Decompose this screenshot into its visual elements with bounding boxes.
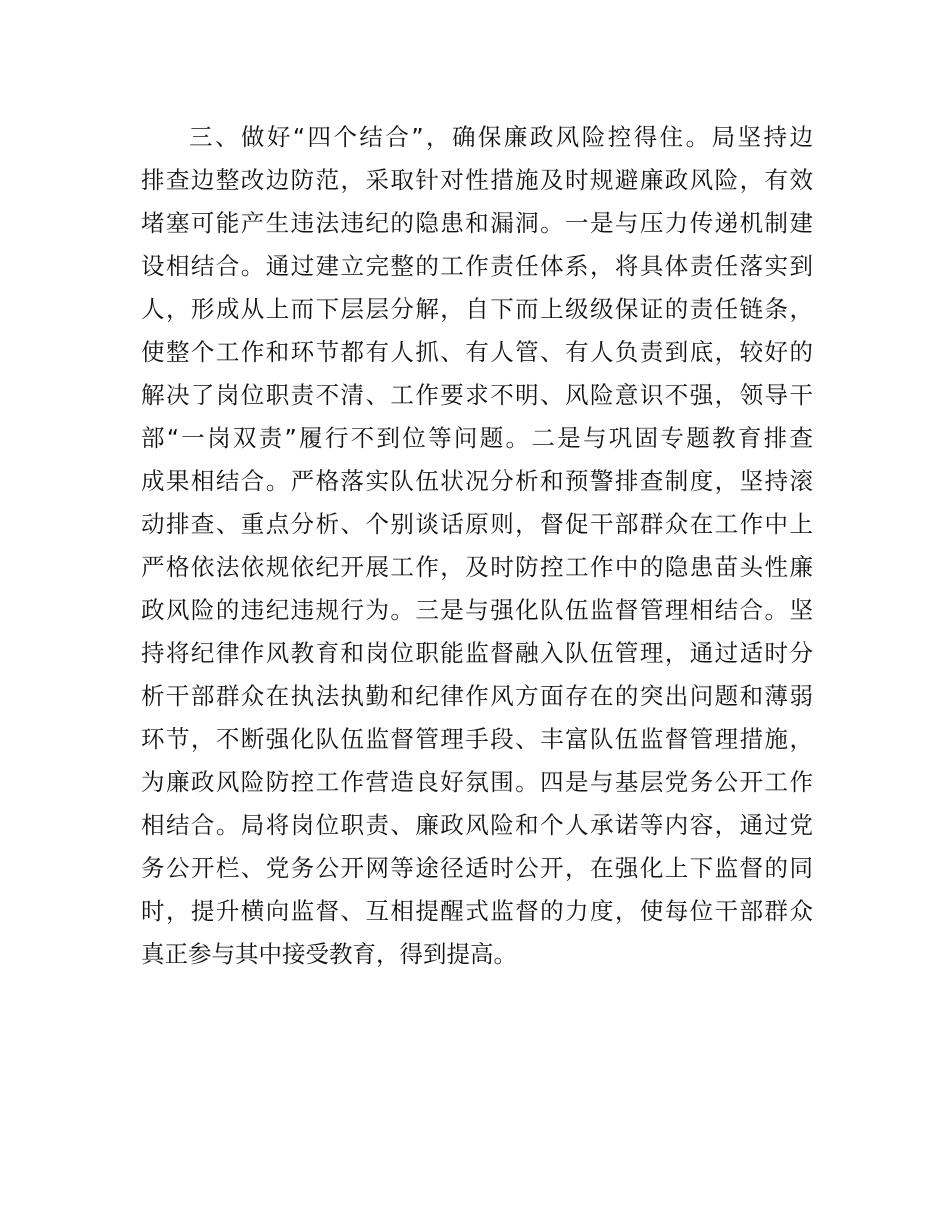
paragraph-line: 人，形成从上而下层层分解，自下而上级级保证的责任链条， xyxy=(141,295,813,323)
paragraph-line: 堵塞可能产生违法违纪的隐患和漏洞。一是与压力传递机制建 xyxy=(141,209,813,237)
paragraph-line: 环节，不断强化队伍监督管理手段、丰富队伍监督管理措施， xyxy=(141,725,813,753)
paragraph-line: 时，提升横向监督、互相提醒式监督的力度，使每位干部群众 xyxy=(141,897,813,925)
paragraph-line: 真正参与其中接受教育，得到提高。 xyxy=(141,940,517,968)
paragraph-line: 动排查、重点分析、个别谈话原则，督促干部群众在工作中上 xyxy=(141,510,813,538)
paragraph-line: 使整个工作和环节都有人抓、有人管、有人负责到底，较好的 xyxy=(141,338,813,366)
paragraph-line: 排查边整改边防范，采取针对性措施及时规避廉政风险，有效 xyxy=(141,166,813,194)
paragraph-line: 政风险的违纪违规行为。三是与强化队伍监督管理相结合。坚 xyxy=(141,596,813,624)
paragraph-line: 三、做好“四个结合”，确保廉政风险控得住。局坚持边 xyxy=(189,123,813,151)
paragraph-line: 务公开栏、党务公开网等途径适时公开，在强化上下监督的同 xyxy=(141,854,813,882)
paragraph-line: 相结合。局将岗位职责、廉政风险和个人承诺等内容，通过党 xyxy=(141,811,813,839)
paragraph-line: 设相结合。通过建立完整的工作责任体系，将具体责任落实到 xyxy=(141,252,813,280)
paragraph-line: 析干部群众在执法执勤和纪律作风方面存在的突出问题和薄弱 xyxy=(141,682,813,710)
paragraph-line: 解决了岗位职责不清、工作要求不明、风险意识不强，领导干 xyxy=(141,381,813,409)
paragraph-line: 持将纪律作风教育和岗位职能监督融入队伍管理，通过适时分 xyxy=(141,639,813,667)
paragraph-line: 部“一岗双责”履行不到位等问题。二是与巩固专题教育排查 xyxy=(141,424,813,452)
paragraph-line: 成果相结合。严格落实队伍状况分析和预警排查制度，坚持滚 xyxy=(141,467,813,495)
body-paragraph xyxy=(141,116,813,976)
paragraph-line: 严格依法依规依纪开展工作，及时防控工作中的隐患苗头性廉 xyxy=(141,553,813,581)
paragraph-line: 为廉政风险防控工作营造良好氛围。四是与基层党务公开工作 xyxy=(141,768,813,796)
